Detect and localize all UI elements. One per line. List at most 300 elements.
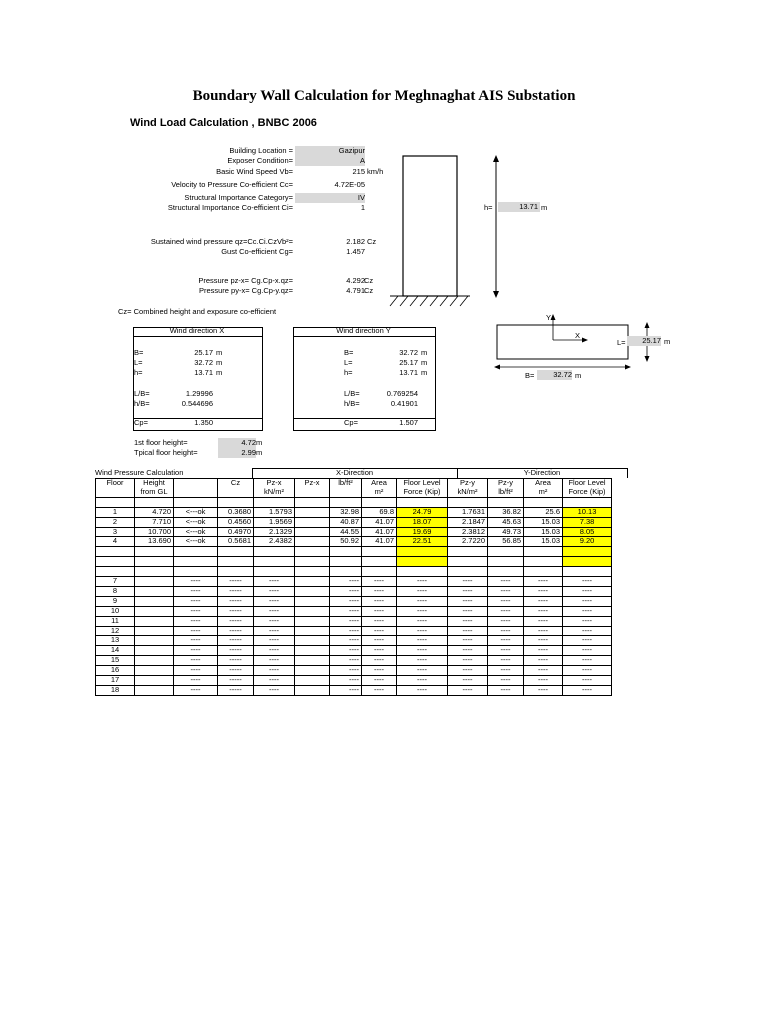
table-cell	[135, 497, 174, 507]
pressure-unit: Cz	[367, 237, 377, 246]
table-cell: 10.700	[135, 527, 174, 537]
table-cell: -----	[218, 646, 254, 656]
table-cell: ----	[330, 676, 362, 686]
table-cell: ----	[362, 676, 397, 686]
table-cell	[295, 666, 330, 676]
table-cell: ----	[397, 577, 448, 587]
table-cell	[362, 567, 397, 577]
cp-divider	[133, 418, 262, 419]
table-cell: -----	[218, 676, 254, 686]
plan-x-label: X	[575, 331, 581, 340]
table-cell	[295, 527, 330, 537]
page-subtitle: Wind Load Calculation , BNBC 2006	[130, 117, 317, 129]
table-cell	[135, 577, 174, 587]
table-cell: ----	[563, 636, 612, 646]
table-cell: 50.92	[330, 537, 362, 547]
cp-key: Cp=	[134, 418, 148, 427]
table-cell	[295, 586, 330, 596]
table-cell: ----	[524, 606, 563, 616]
table-cell	[135, 557, 174, 567]
table-cell	[524, 557, 563, 567]
table-cell: ----	[174, 577, 218, 587]
cz-note: Cz= Combined height and exposure co-efficient	[118, 307, 277, 316]
table-cell	[254, 497, 295, 507]
table-cell: from GL	[135, 488, 174, 497]
table-cell: 10.13	[563, 507, 612, 517]
dir-ratio-key: L/B=	[344, 389, 360, 398]
table-cell: ----	[174, 596, 218, 606]
table-cell	[295, 596, 330, 606]
h-unit: m	[541, 203, 548, 212]
pressure-label: Gust Co-efficient Cg=	[221, 247, 293, 256]
table-cell	[135, 636, 174, 646]
dir-unit: m	[421, 368, 428, 377]
table-cell: 9	[96, 596, 135, 606]
table-cell	[330, 547, 362, 557]
table-cell: 18	[96, 685, 135, 695]
table-cell: ----	[488, 596, 524, 606]
table-cell: Pz-y	[448, 479, 488, 488]
table-cell: <---ok	[174, 537, 218, 547]
table-cell: Cz	[218, 479, 254, 488]
table-row	[96, 488, 612, 497]
table-cell: -----	[218, 656, 254, 666]
table-cell: -----	[218, 606, 254, 616]
wind-direction-y-box	[293, 327, 436, 431]
table-cell: 10	[96, 606, 135, 616]
table-cell	[448, 497, 488, 507]
table-cell	[135, 586, 174, 596]
table-cell: 2	[96, 517, 135, 527]
table-cell: 19.69	[397, 527, 448, 537]
table-cell	[295, 676, 330, 686]
table-cell: 2.7220	[448, 537, 488, 547]
table-cell: ----	[524, 676, 563, 686]
table-cell: 56.85	[488, 537, 524, 547]
dir-unit: m	[216, 368, 223, 377]
table-cell: 1	[96, 507, 135, 517]
table-cell: 3	[96, 527, 135, 537]
pressure-label: Sustained wind pressure qz=Cc.Ci.CzVb²=	[150, 237, 293, 246]
table-cell: m²	[524, 488, 563, 497]
table-row	[96, 636, 612, 646]
param-value: A	[295, 156, 365, 166]
table-cell	[295, 557, 330, 567]
table-cell: ----	[488, 656, 524, 666]
table-cell: 2.4382	[254, 537, 295, 547]
table-cell	[174, 479, 218, 488]
table-cell: ----	[174, 586, 218, 596]
table-cell: ----	[174, 616, 218, 626]
table-row	[96, 646, 612, 656]
plan-b-label: B=	[525, 371, 535, 380]
param-label: Exposer Condition=	[227, 156, 293, 165]
table-cell: -----	[218, 577, 254, 587]
floor-height-value: 2.99	[218, 448, 256, 458]
table-cell: ----	[563, 656, 612, 666]
table-cell: ----	[254, 577, 295, 587]
table-cell: ----	[362, 616, 397, 626]
table-cell	[174, 547, 218, 557]
table-cell: 32.98	[330, 507, 362, 517]
table-row	[96, 656, 612, 666]
table-cell: 0.4970	[218, 527, 254, 537]
table-cell	[524, 567, 563, 577]
param-value: 215	[352, 167, 365, 176]
table-cell: ----	[563, 646, 612, 656]
table-cell: m²	[362, 488, 397, 497]
table-cell	[295, 537, 330, 547]
table-cell	[448, 547, 488, 557]
table-cell: ----	[254, 676, 295, 686]
table-cell	[96, 547, 135, 557]
plan-l-label: L=	[617, 338, 626, 347]
dir-unit: m	[421, 348, 428, 357]
table-cell: kN/m²	[448, 488, 488, 497]
table-cell	[254, 557, 295, 567]
table-cell: Floor Level	[397, 479, 448, 488]
table-cell: 41.07	[362, 537, 397, 547]
table-cell	[254, 567, 295, 577]
table-cell: 49.73	[488, 527, 524, 537]
table-cell: ----	[488, 577, 524, 587]
pressure-formula-value: 4.791	[346, 286, 365, 295]
table-title: Wind Pressure Calculation	[95, 468, 184, 477]
table-cell: -----	[218, 616, 254, 626]
table-cell: 4	[96, 537, 135, 547]
table-cell	[135, 685, 174, 695]
table-cell: -----	[218, 626, 254, 636]
plan-outline	[497, 325, 628, 359]
table-row	[96, 606, 612, 616]
dir-ratio-key: h/B=	[134, 399, 150, 408]
h-value: 13.71	[498, 202, 540, 212]
param-label: Structural Importance Category=	[184, 193, 293, 202]
table-cell: ----	[397, 685, 448, 695]
ground-hatch	[390, 296, 468, 306]
pressure-formula-unit: Cz	[364, 286, 374, 295]
table-cell: ----	[362, 636, 397, 646]
plan-b-value: 32.72	[537, 370, 572, 380]
table-cell: 13	[96, 636, 135, 646]
dir-ratio-key: h/B=	[344, 399, 360, 408]
table-cell: ----	[174, 646, 218, 656]
table-cell: lb/ft²	[488, 488, 524, 497]
table-cell	[135, 616, 174, 626]
table-row	[96, 517, 612, 527]
table-cell: 0.5681	[218, 537, 254, 547]
table-cell	[295, 656, 330, 666]
cp-key: Cp=	[344, 418, 358, 427]
table-cell	[295, 497, 330, 507]
table-cell	[135, 676, 174, 686]
page-title: Boundary Wall Calculation for Meghnaghat AIS Substation	[192, 88, 576, 104]
table-cell	[362, 557, 397, 567]
table-cell: ----	[330, 646, 362, 656]
table-cell: ----	[362, 685, 397, 695]
table-cell: Floor Level	[563, 479, 612, 488]
table-cell: ----	[448, 685, 488, 695]
table-cell	[174, 488, 218, 497]
table-cell: ----	[448, 666, 488, 676]
wind-direction-x-box	[133, 327, 263, 431]
dir-value: 25.17	[194, 348, 213, 357]
floor-height-unit: m	[256, 448, 263, 457]
table-cell	[488, 567, 524, 577]
table-row	[96, 586, 612, 596]
table-row	[96, 685, 612, 695]
param-value: Gazipur	[295, 146, 365, 156]
table-cell	[448, 557, 488, 567]
table-cell: 0.3680	[218, 507, 254, 517]
table-cell: ----	[524, 636, 563, 646]
dir-value: 13.71	[399, 368, 418, 377]
table-cell	[362, 547, 397, 557]
table-cell: 17	[96, 676, 135, 686]
table-cell: ----	[563, 606, 612, 616]
table-cell: 15.03	[524, 517, 563, 527]
table-cell: Pz-x	[295, 479, 330, 488]
floor-height-unit: m	[256, 438, 263, 447]
table-cell: ----	[524, 666, 563, 676]
param-value: 4.72E-05	[334, 180, 365, 189]
table-cell: 15.03	[524, 527, 563, 537]
table-cell: 9.20	[563, 537, 612, 547]
table-cell	[295, 685, 330, 695]
cp-value: 1.507	[399, 418, 418, 427]
table-cell: ----	[397, 586, 448, 596]
table-cell: ----	[488, 666, 524, 676]
pressure-formula-unit: Cz	[364, 276, 374, 285]
table-cell: 41.07	[362, 517, 397, 527]
table-cell: 24.79	[397, 507, 448, 517]
table-cell: 7.38	[563, 517, 612, 527]
table-cell	[174, 557, 218, 567]
table-cell	[295, 567, 330, 577]
dir-value: 25.17	[399, 358, 418, 367]
table-cell: 12	[96, 626, 135, 636]
dir-unit: m	[216, 358, 223, 367]
table-cell: ----	[254, 606, 295, 616]
table-cell: 7.710	[135, 517, 174, 527]
dir-ratio-key: L/B=	[134, 389, 150, 398]
dir-value: 32.72	[194, 358, 213, 367]
param-label: Building Location =	[229, 146, 293, 155]
table-cell: ----	[330, 596, 362, 606]
table-cell: Force (Kip)	[397, 488, 448, 497]
table-cell	[488, 497, 524, 507]
table-cell: ----	[397, 646, 448, 656]
table-cell: kN/m²	[254, 488, 295, 497]
pressure-formula-label: Pressure pz-x= Cg.Cp-x.qz=	[198, 276, 293, 285]
table-cell: ----	[397, 656, 448, 666]
table-row	[96, 557, 612, 567]
table-cell: 36.82	[488, 507, 524, 517]
table-cell: ----	[174, 656, 218, 666]
table-cell	[295, 646, 330, 656]
table-cell: ----	[254, 656, 295, 666]
table-cell: ----	[488, 606, 524, 616]
table-cell: ----	[174, 676, 218, 686]
table-cell: <---ok	[174, 527, 218, 537]
table-cell	[135, 596, 174, 606]
table-cell: ----	[330, 577, 362, 587]
table-cell: 2.1847	[448, 517, 488, 527]
table-cell: -----	[218, 596, 254, 606]
table-cell: ----	[448, 646, 488, 656]
table-cell: ----	[330, 685, 362, 695]
dir-key: L=	[344, 358, 353, 367]
table-cell: 15	[96, 656, 135, 666]
table-row	[96, 596, 612, 606]
dir-key: h=	[344, 368, 353, 377]
y-axis-arrow	[551, 314, 556, 320]
table-cell	[448, 567, 488, 577]
table-cell: ----	[563, 616, 612, 626]
table-cell	[330, 567, 362, 577]
table-cell	[563, 567, 612, 577]
table-row	[96, 616, 612, 626]
table-row	[96, 666, 612, 676]
table-cell: 41.07	[362, 527, 397, 537]
table-cell: ----	[362, 666, 397, 676]
wind-direction-x-title: Wind direction X	[169, 326, 225, 335]
table-cell	[218, 488, 254, 497]
param-unit: km/h	[367, 167, 384, 176]
table-cell	[295, 547, 330, 557]
pressure-formula-label: Pressure py-x= Cg.Cp-y.qz=	[198, 286, 293, 295]
table-cell	[254, 547, 295, 557]
table-cell: ----	[448, 626, 488, 636]
table-cell	[96, 488, 135, 497]
table-row	[96, 537, 612, 547]
table-row	[96, 626, 612, 636]
table-cell: ----	[563, 676, 612, 686]
table-cell	[397, 567, 448, 577]
table-cell: 8.05	[563, 527, 612, 537]
table-row	[96, 527, 612, 537]
table-cell: ----	[362, 626, 397, 636]
cp-value: 1.350	[194, 418, 213, 427]
param-label: Velocity to Pressure Co-efficient Cc=	[171, 180, 293, 189]
table-cell	[135, 606, 174, 616]
table-row	[96, 547, 612, 557]
table-cell: ----	[524, 646, 563, 656]
table-row	[96, 577, 612, 587]
table-cell: lb/ft²	[330, 479, 362, 488]
table-cell: ----	[362, 586, 397, 596]
table-cell: Height	[135, 479, 174, 488]
table-cell: <---ok	[174, 507, 218, 517]
dir-unit: m	[421, 358, 428, 367]
table-cell: 1.7631	[448, 507, 488, 517]
table-cell	[218, 567, 254, 577]
table-cell: ----	[254, 646, 295, 656]
table-cell: ----	[397, 606, 448, 616]
table-cell: 45.63	[488, 517, 524, 527]
table-cell: ----	[330, 666, 362, 676]
table-cell: ----	[174, 636, 218, 646]
h-label: h=	[484, 203, 493, 212]
floor-height-label: 1st floor height=	[134, 438, 188, 447]
table-cell: ----	[397, 596, 448, 606]
table-cell	[135, 666, 174, 676]
table-cell: Pz-x	[254, 479, 295, 488]
param-value: IV	[295, 193, 365, 203]
table-cell: ----	[362, 577, 397, 587]
building-outline	[403, 156, 457, 296]
table-cell	[524, 497, 563, 507]
wind-pressure-table	[95, 478, 612, 696]
table-cell: 1.5793	[254, 507, 295, 517]
table-cell: ----	[254, 586, 295, 596]
table-cell: ----	[397, 636, 448, 646]
table-cell	[397, 547, 448, 557]
table-cell	[330, 497, 362, 507]
plan-diagram	[490, 312, 690, 382]
table-cell: ----	[174, 606, 218, 616]
x-direction-label: X-Direction	[335, 468, 374, 477]
dir-key: L=	[134, 358, 143, 367]
table-cell: -----	[218, 636, 254, 646]
table-cell: 44.55	[330, 527, 362, 537]
table-cell: 1.9569	[254, 517, 295, 527]
table-cell	[218, 557, 254, 567]
param-label: Structural Importance Co-efficient Ci=	[167, 203, 293, 212]
dir-key: h=	[134, 368, 143, 377]
table-cell	[295, 606, 330, 616]
table-cell: ----	[448, 656, 488, 666]
table-cell	[174, 497, 218, 507]
param-value: 1	[360, 203, 365, 212]
table-cell: ----	[488, 685, 524, 695]
table-cell: ----	[524, 685, 563, 695]
table-cell: ----	[254, 616, 295, 626]
table-cell	[295, 636, 330, 646]
table-cell: 69.8	[362, 507, 397, 517]
cp-divider	[293, 418, 435, 419]
table-cell: ----	[174, 685, 218, 695]
table-cell: ----	[330, 616, 362, 626]
table-cell: ----	[524, 656, 563, 666]
table-cell: Pz-y	[488, 479, 524, 488]
table-cell: ----	[563, 596, 612, 606]
table-cell: ----	[174, 666, 218, 676]
table-cell: ----	[448, 616, 488, 626]
table-cell	[135, 656, 174, 666]
table-row	[96, 497, 612, 507]
table-cell: ----	[330, 586, 362, 596]
y-direction-label: Y-Direction	[523, 468, 561, 477]
table-cell: ----	[254, 666, 295, 676]
table-cell: ----	[254, 636, 295, 646]
dir-ratio-value: 0.769254	[386, 389, 418, 398]
table-cell	[135, 547, 174, 557]
table-cell: ----	[488, 586, 524, 596]
table-cell: ----	[488, 616, 524, 626]
plan-l-value: 25.17	[627, 336, 661, 346]
table-cell	[135, 646, 174, 656]
table-cell: 22.51	[397, 537, 448, 547]
table-cell: Area	[524, 479, 563, 488]
plan-b-unit: m	[575, 371, 582, 380]
table-cell	[96, 497, 135, 507]
table-cell	[524, 547, 563, 557]
wind-direction-y-title: Wind direction Y	[336, 326, 391, 335]
table-cell: ----	[330, 626, 362, 636]
table-cell: ----	[488, 636, 524, 646]
table-cell	[295, 517, 330, 527]
